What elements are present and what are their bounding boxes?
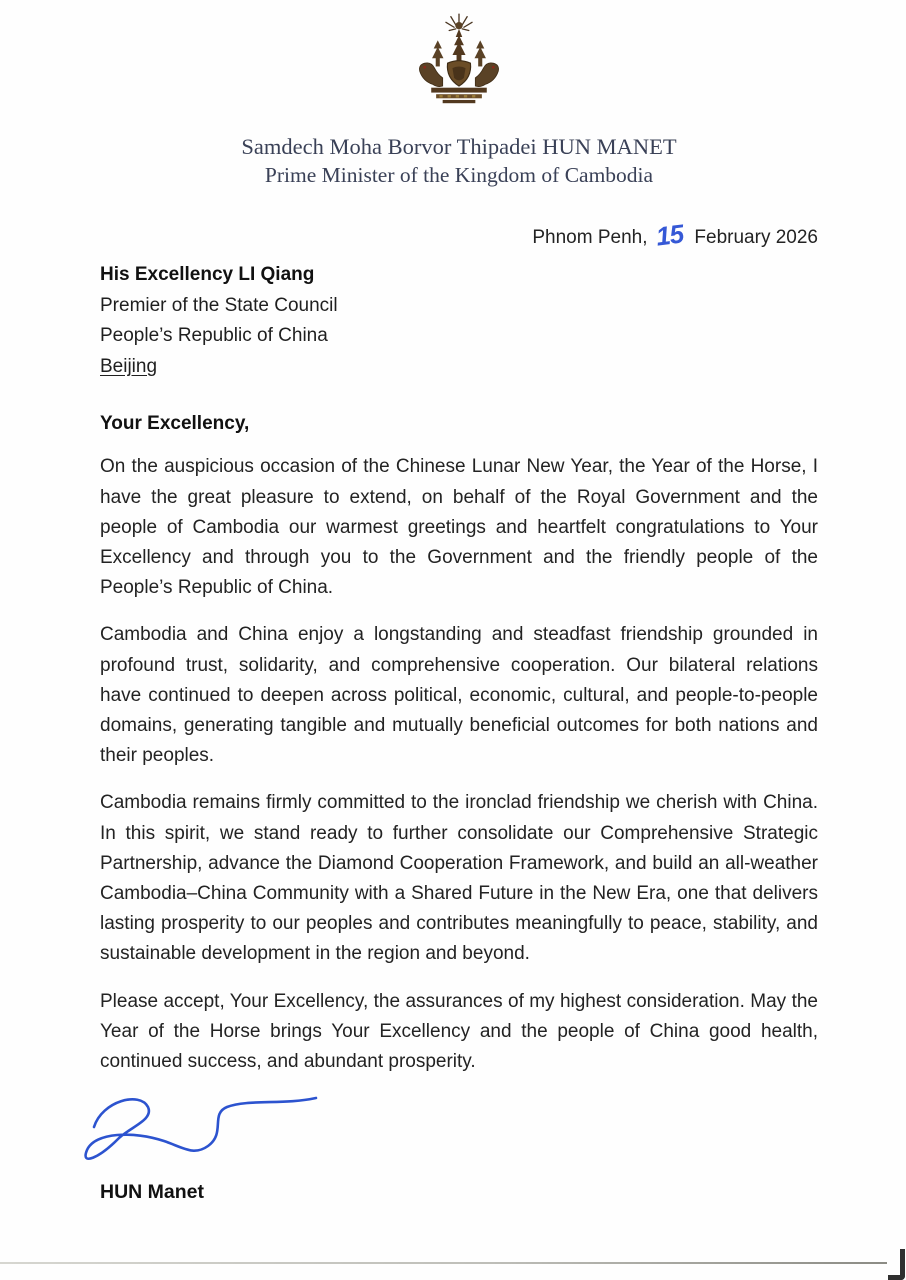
- signer-name: HUN Manet: [100, 1181, 205, 1204]
- recipient-title: Premier of the State Council: [100, 294, 338, 316]
- body-paragraph-2: Cambodia and China enjoy a longstanding and steadfast friendship grounded in profound trust, solidarity, and comprehensive cooperation. Our bilateral relations have continued to deepen across political, economic, cultural, and people-to-people domains, generating tangible and mutually beneficial outcomes for both nations and their peoples.: [100, 624, 818, 767]
- recipient-city: Beijing: [100, 355, 158, 377]
- dateline: [100, 219, 818, 250]
- dateline-month-year: February 2026: [694, 227, 818, 249]
- royal-arms-of-cambodia-icon: [410, 12, 508, 116]
- body-paragraph-3: Cambodia remains firmly committed to the ironclad friendship we cherish with China. In this spirit, we stand ready to further consolidate our Comprehensive Strategic Partnership, advance the Diamond Cooperation Framework, and build an all-weather Cambodia–China Community with a Shared Future in the New Era, one that delivers lasting prosperity to our peoples and contributes meaningfully to peace, stability, and sustainable development in the region and beyond.: [100, 792, 818, 965]
- body-paragraph-4: Please accept, Your Excellency, the assurances of my highest consideration. May the Year of the Horse brings Your Excellency and the people of China good health, continued success, and abundant prosperity.: [100, 990, 818, 1072]
- recipient-block: [100, 260, 818, 382]
- letterhead-title: Prime Minister of the Kingdom of Cambodia: [264, 162, 654, 187]
- handwritten-day: 15: [653, 218, 685, 252]
- dateline-place: Phnom Penh,: [532, 227, 648, 249]
- body-paragraph-1: On the auspicious occasion of the Chinese Lunar New Year, the Year of the Horse, I have the great pleasure to extend, on behalf of the Royal Government and the people of Cambodia our warmest greetings and heartfelt congratulations to Your Excellency and through you to the Government and the friendly people of the People’s Republic of China.: [100, 456, 818, 599]
- letterhead-name: Samdech Moha Borvor Thipadei HUN MANET: [241, 134, 677, 159]
- handwritten-signature-icon: [76, 1087, 328, 1179]
- salutation: Your Excellency,: [100, 413, 250, 435]
- scan-edge-line: [0, 1262, 887, 1264]
- signature-block: [100, 1087, 818, 1204]
- recipient-name: His Excellency LI Qiang: [100, 264, 315, 286]
- letterhead: [100, 133, 818, 189]
- recipient-country: People’s Republic of China: [100, 325, 328, 347]
- crest-container: [100, 12, 818, 121]
- scan-corner-mark: [888, 1249, 905, 1280]
